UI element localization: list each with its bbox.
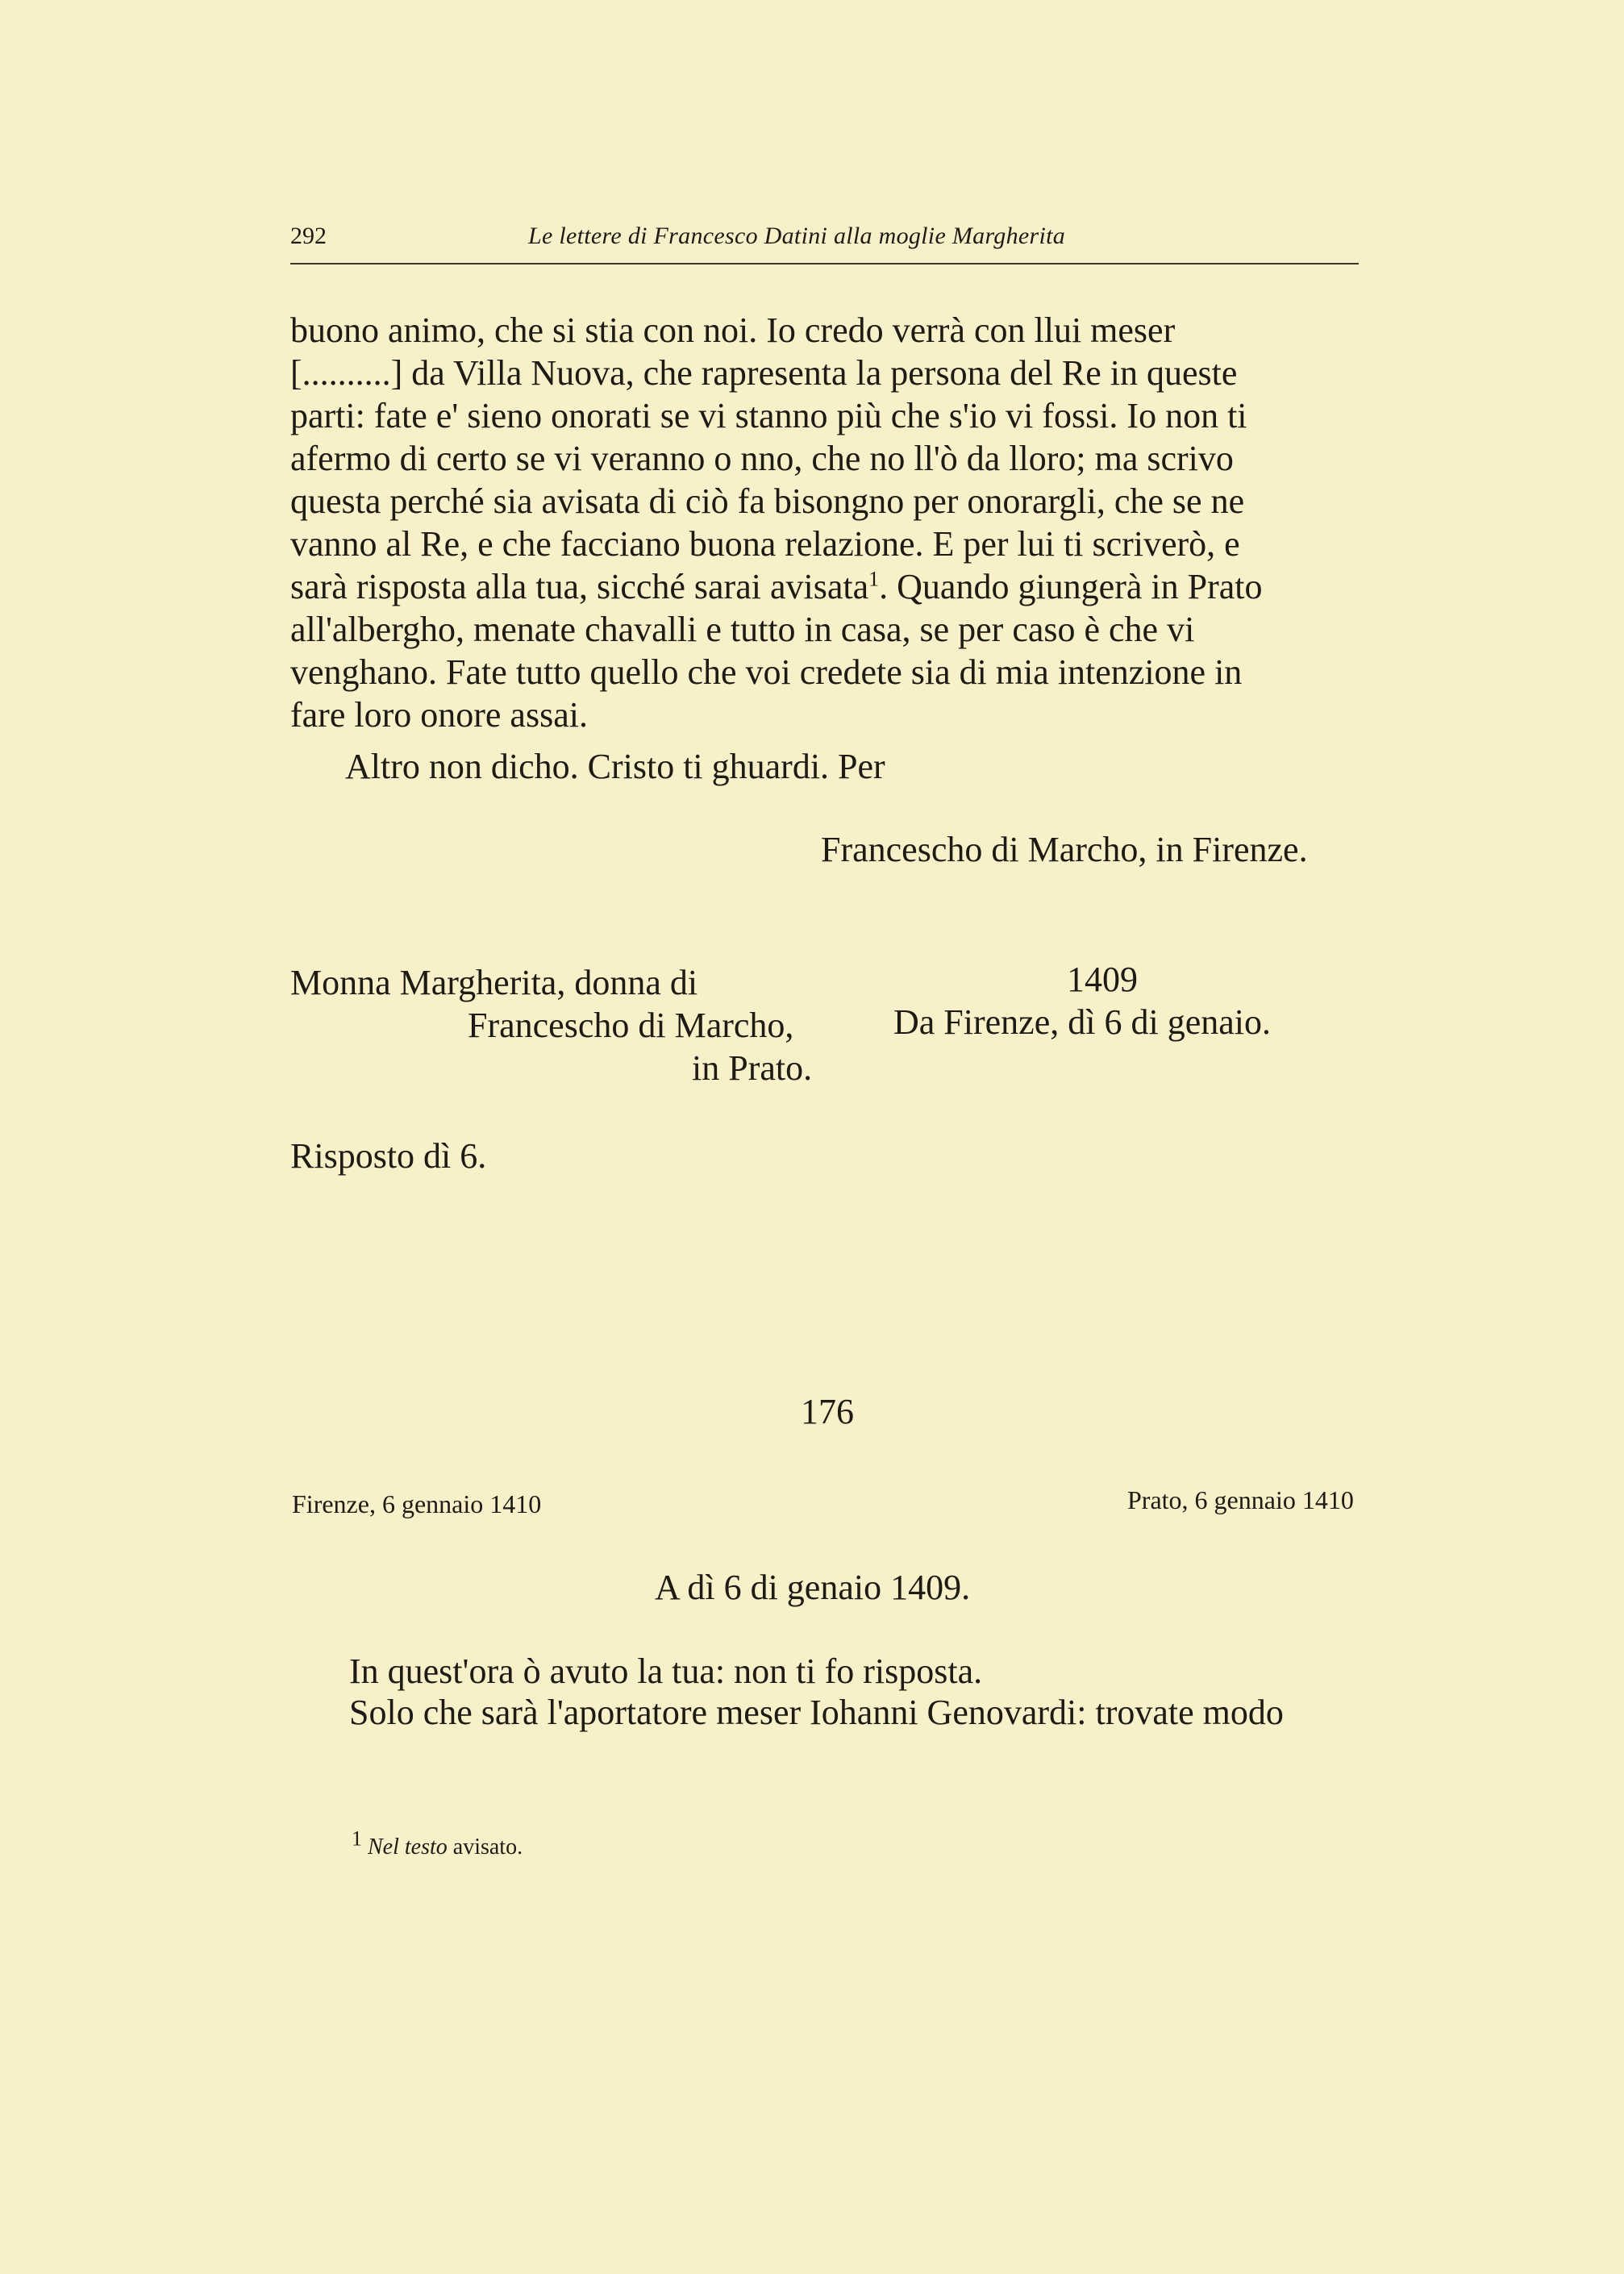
reply-note: Risposto dì 6. [290, 1136, 487, 1176]
letter-date: Da Firenze, dì 6 di genaio. [893, 1002, 1271, 1042]
letter-year: 1409 [1067, 960, 1138, 999]
recipient-place-date: Prato, 6 gennaio 1410 [1127, 1485, 1354, 1514]
closing-line: Altro non dicho. Cristo ti ghuardi. Per [345, 747, 885, 786]
text-line: venghano. Fate tutto quello che voi credete sia di mia intenzione in [290, 652, 1243, 692]
letter-heading: A dì 6 di genaio 1409. [655, 1568, 971, 1607]
sender-place-date: Firenze, 6 gennaio 1410 [292, 1489, 542, 1518]
text-line: fare loro onore assai. [290, 695, 588, 735]
text-line: vanno al Re, e che facciano buona relazione. E per lui ti scriverò, e [290, 524, 1240, 564]
text-segment: . Quando giungerà in Prato [879, 567, 1263, 606]
text-line [290, 565, 1361, 608]
text-line: In quest'ora ò avuto la tua: non ti fo risposta. [349, 1651, 983, 1691]
letter-body [290, 309, 1361, 736]
address-line: Monna Margherita, donna di [290, 963, 698, 1002]
text-line: questa perché sia avisata di ciò fa bisongno per onorargli, che se ne [290, 481, 1245, 521]
address-line: Francescho di Marcho, [468, 1006, 794, 1045]
footnote-mark: 1 [352, 1826, 362, 1851]
text-line: parti: fate e' sieno onorati se vi stanno più che s'io vi fossi. Io non ti [290, 396, 1247, 435]
footnote [352, 1826, 523, 1860]
running-title: Le lettere di Francesco Datini alla moglie Margherita [528, 223, 1066, 249]
page-number: 292 [290, 223, 327, 249]
footnote-ref: 1 [868, 567, 880, 591]
text-line: Solo che sarà l'aportatore meser Iohanni Genovardi: trovate modo [349, 1693, 1284, 1732]
footnote-label: Nel testo [368, 1835, 448, 1860]
footnote-text: avisato. [452, 1835, 523, 1860]
text-segment: sarà risposta alla tua, sicché sarai avisata [290, 567, 869, 606]
text-line: [..........] da Villa Nuova, che rapresenta la persona del Re in queste [290, 353, 1238, 393]
text-line: afermo di certo se vi veranno o nno, che no ll'ò da lloro; ma scrivo [290, 439, 1234, 478]
signature: Francescho di Marcho, in Firenze. [821, 830, 1308, 869]
text-line: buono animo, che si stia con noi. Io credo verrà con llui meser [290, 310, 1176, 350]
address-line: in Prato. [692, 1048, 813, 1088]
running-head [290, 218, 1359, 264]
letter-number: 176 [801, 1392, 854, 1431]
text-line: all'albergho, menate chavalli e tutto in casa, se per caso è che vi [290, 610, 1195, 649]
